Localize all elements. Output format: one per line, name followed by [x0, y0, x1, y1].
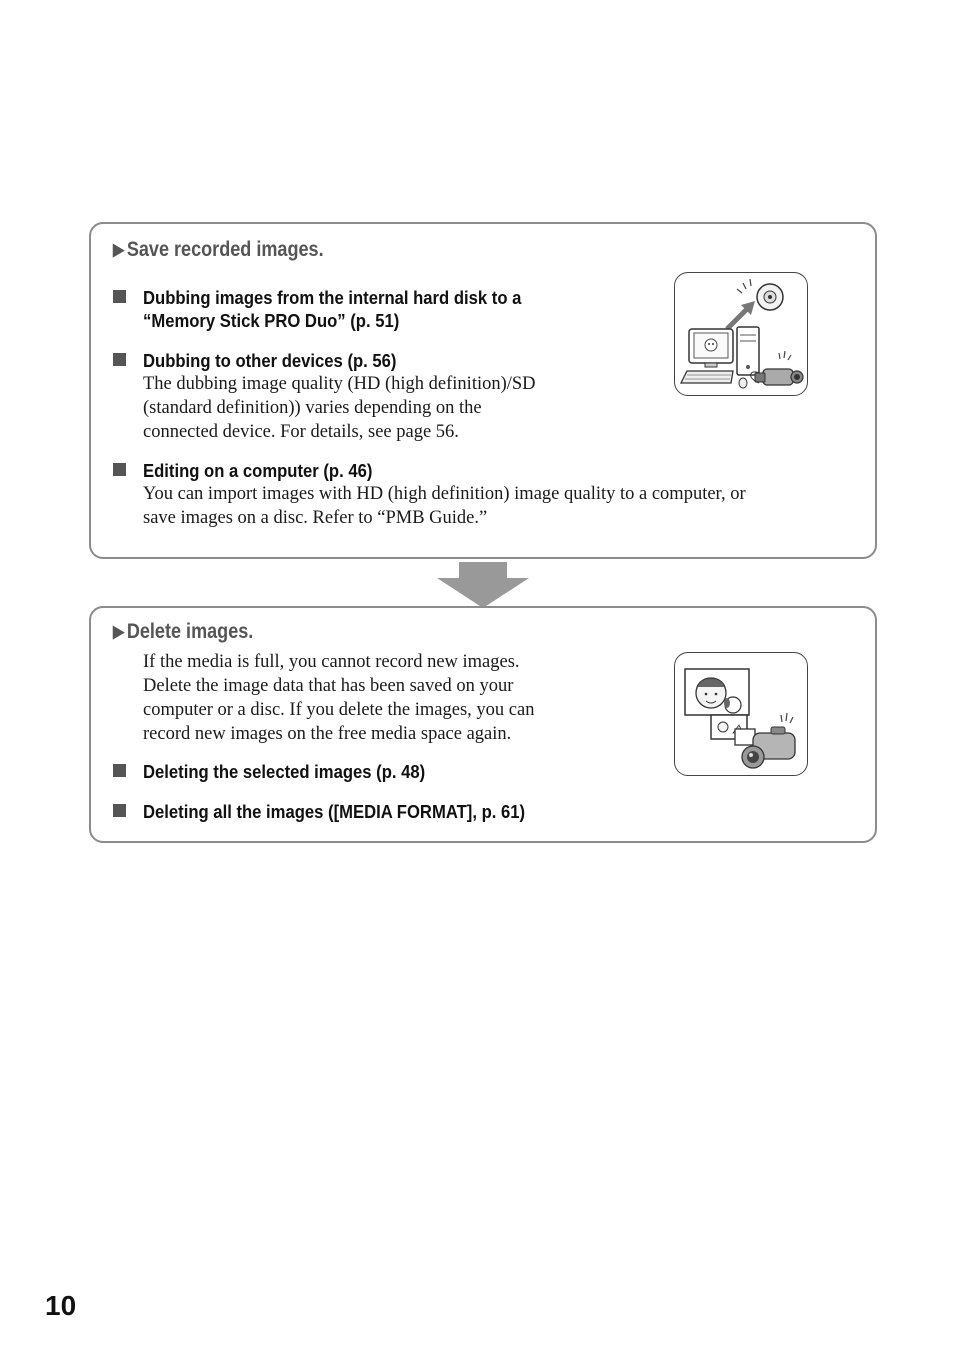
square-bullet-icon — [113, 353, 126, 366]
save-section-panel — [89, 222, 877, 559]
delete-item-title: Deleting all the images ([MEDIA FORMAT], p. 61) — [143, 801, 526, 822]
save-item-title: Dubbing images from the internal hard disk to a “Memory Stick PRO Duo” (p. 51) — [143, 287, 522, 331]
delete-item-selected — [113, 760, 457, 783]
triangle-right-icon: ▶ — [113, 622, 125, 641]
delete-intro-text: If the media is full, you cannot record new images. Delete the image data that has been saved on your computer or a disc. If you delete the images, you can record new images on the free media space again. — [143, 652, 535, 744]
save-section-heading-text: Save recorded images. — [126, 238, 324, 261]
save-item-editing-computer — [113, 459, 746, 530]
save-item-dubbing-memory-stick — [113, 286, 563, 332]
save-section-heading — [113, 238, 324, 262]
square-bullet-icon — [113, 290, 126, 303]
square-bullet-icon — [113, 463, 126, 476]
photos-camcorder-icon — [675, 653, 808, 776]
arrow-down-icon — [437, 562, 529, 608]
delete-item-title: Deleting the selected images (p. 48) — [143, 761, 426, 782]
triangle-right-icon: ▶ — [113, 240, 125, 259]
save-item-dubbing-devices — [113, 349, 536, 444]
save-item-body: The dubbing image quality (HD (high definition)/SD (standard definition)) varies depending on the connected device. For details, see page 56. — [143, 374, 536, 442]
delete-intro — [113, 650, 534, 746]
square-bullet-icon — [113, 764, 126, 777]
delete-item-all — [113, 800, 568, 823]
delete-section-panel — [89, 606, 877, 843]
save-item-body: You can import images with HD (high definition) image quality to a computer, or save images on a disc. Refer to “PMB Guide.” — [143, 484, 746, 528]
save-item-title: Dubbing to other devices (p. 56) — [143, 350, 397, 371]
delete-section-heading-text: Delete images. — [126, 620, 254, 643]
page-number: 10 — [45, 1290, 77, 1321]
save-item-title: Editing on a computer (p. 46) — [143, 460, 373, 481]
delete-section-heading — [113, 620, 253, 644]
computer-camcorder-icon — [675, 273, 808, 396]
square-bullet-icon — [113, 804, 126, 817]
delete-images-illustration — [674, 652, 808, 776]
computer-dubbing-illustration — [674, 272, 808, 396]
